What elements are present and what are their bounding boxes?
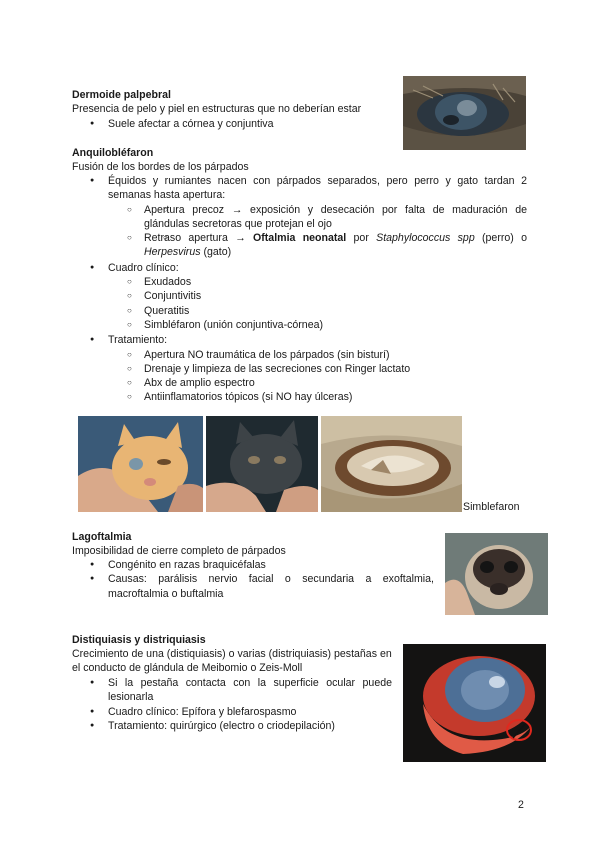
anquilo-title: Anquilobléfaron — [72, 147, 154, 159]
list-item: ● Causas: parálisis nervio facial o secundaria a exoftalmia, macroftalmia o buftalmia — [72, 572, 434, 601]
list-item: ● Cuadro clínico: Epífora y blefarospasmo — [72, 705, 392, 719]
sub-item-text: Simbléfaron (unión conjuntiva-córnea) — [144, 318, 324, 331]
text-run: Retraso apertura → — [144, 232, 254, 245]
page-number: 2 — [518, 799, 524, 811]
list-item: ○ ○ Retraso apertura → Oftalmia neonatal por Staphylococcus spp (perro) o Herpesvirus (gato) — [108, 231, 527, 260]
disti-desc: Crecimiento de una (distiquiasis) o varias (distriquiasis) pestañas en el conducto de glándula de Meibomio o Zeis-Moll — [72, 648, 392, 675]
kitten-photo-1 — [78, 416, 203, 512]
list-item: ○ Antiinflamatorios tópicos (si NO hay úlceras) — [127, 391, 353, 404]
list-item: ● Suele afectar a córnea y conjuntiva — [72, 117, 532, 131]
sub-item-text: Antiinflamatorios tópicos (si NO hay úlceras) — [144, 391, 353, 404]
list-item — [72, 174, 527, 260]
anquilo-b2-text: Cuadro clínico: — [108, 261, 179, 274]
disti-title: Distiquiasis y distriquiasis — [72, 634, 206, 646]
sub-item-text: Conjuntivitis — [144, 290, 202, 303]
dermoide-desc: Presencia de pelo y piel en estructuras que no deberían estar — [72, 103, 362, 115]
list-item: ○ Exudados — [127, 276, 192, 289]
list-item: ○ Conjuntivitis — [127, 290, 202, 303]
distiquiasis-eye-photo — [403, 644, 546, 762]
sub-item-text: Exudados — [144, 276, 192, 289]
text-run: (gato) — [200, 246, 232, 259]
lago-desc: Imposibilidad de cierre completo de párpados — [72, 545, 286, 557]
text-run: (perro) o — [474, 232, 527, 245]
lago-title: Lagoftalmia — [72, 531, 132, 543]
list-item: ○ Drenaje y limpieza de las secreciones con Ringer lactato — [127, 362, 411, 375]
list-item — [72, 333, 527, 404]
sub-item-text: Abx de amplio espectro — [144, 377, 255, 390]
oftalmia-neonatal-bold: Oftalmia neonatal — [253, 232, 347, 245]
list-item: ○ Simbléfaron (unión conjuntiva-córnea) — [127, 318, 324, 331]
disti-list — [72, 676, 392, 733]
list-item — [72, 261, 527, 332]
list-item: ● Si la pestaña contacta con la superficie ocular puede lesionarla — [72, 676, 392, 705]
list-item: ○ ○ Apertura precoz → exposición y desecación por falta de maduración de glándulas secretoras que protejan el ojo — [108, 203, 527, 232]
dermoide-title: Dermoide palpebral — [72, 89, 171, 101]
lago-list — [72, 558, 434, 601]
anquilo-b1-sub1: Apertura precoz → exposición y desecación por falta de maduración de glándulas secretoras que protejan el ojo — [144, 203, 527, 230]
list-item: ● Congénito en razas braquicéfalas — [72, 558, 434, 572]
herpesvirus-italic: Herpesvirus — [144, 246, 201, 259]
dermoide-eye-photo — [403, 76, 526, 150]
list-item: ○ Queratitis — [127, 304, 190, 317]
kitten-photo-2 — [206, 416, 318, 512]
anquilo-desc: Fusión de los bordes de los párpados — [72, 161, 249, 173]
sub-item-text: Queratitis — [144, 304, 190, 317]
anquilo-b2-sublist — [108, 275, 527, 332]
staphylococcus-italic: Staphylococcus spp — [376, 232, 475, 245]
anquilo-list — [72, 174, 527, 405]
anquilo-b3-sublist — [108, 348, 527, 405]
sub-item-text: Apertura NO traumática de los párpados (sin bisturí) — [144, 348, 390, 361]
simblefaron-eye-photo — [321, 416, 462, 512]
simblefaron-caption: Simblefaron — [463, 501, 520, 513]
anquilo-b3-text: Tratamiento: — [108, 334, 168, 347]
list-item: ○ Apertura NO traumática de los párpados (sin bisturí) — [127, 348, 390, 361]
list-item: ● Tratamiento: quirúrgico (electro o criodepilación) — [72, 719, 392, 733]
text-run: por — [346, 232, 377, 245]
anquilo-b1-text: Équidos y rumiantes nacen con párpados separados, pero perro y gato tardan 2 semanas hasta apertura: — [108, 175, 527, 202]
sub-item-text: Drenaje y limpieza de las secreciones con Ringer lactato — [144, 362, 411, 375]
anquilo-b1-sublist — [108, 203, 527, 260]
lagoftalmia-dog-photo — [445, 533, 548, 615]
list-item: ○ Abx de amplio espectro — [127, 377, 255, 390]
